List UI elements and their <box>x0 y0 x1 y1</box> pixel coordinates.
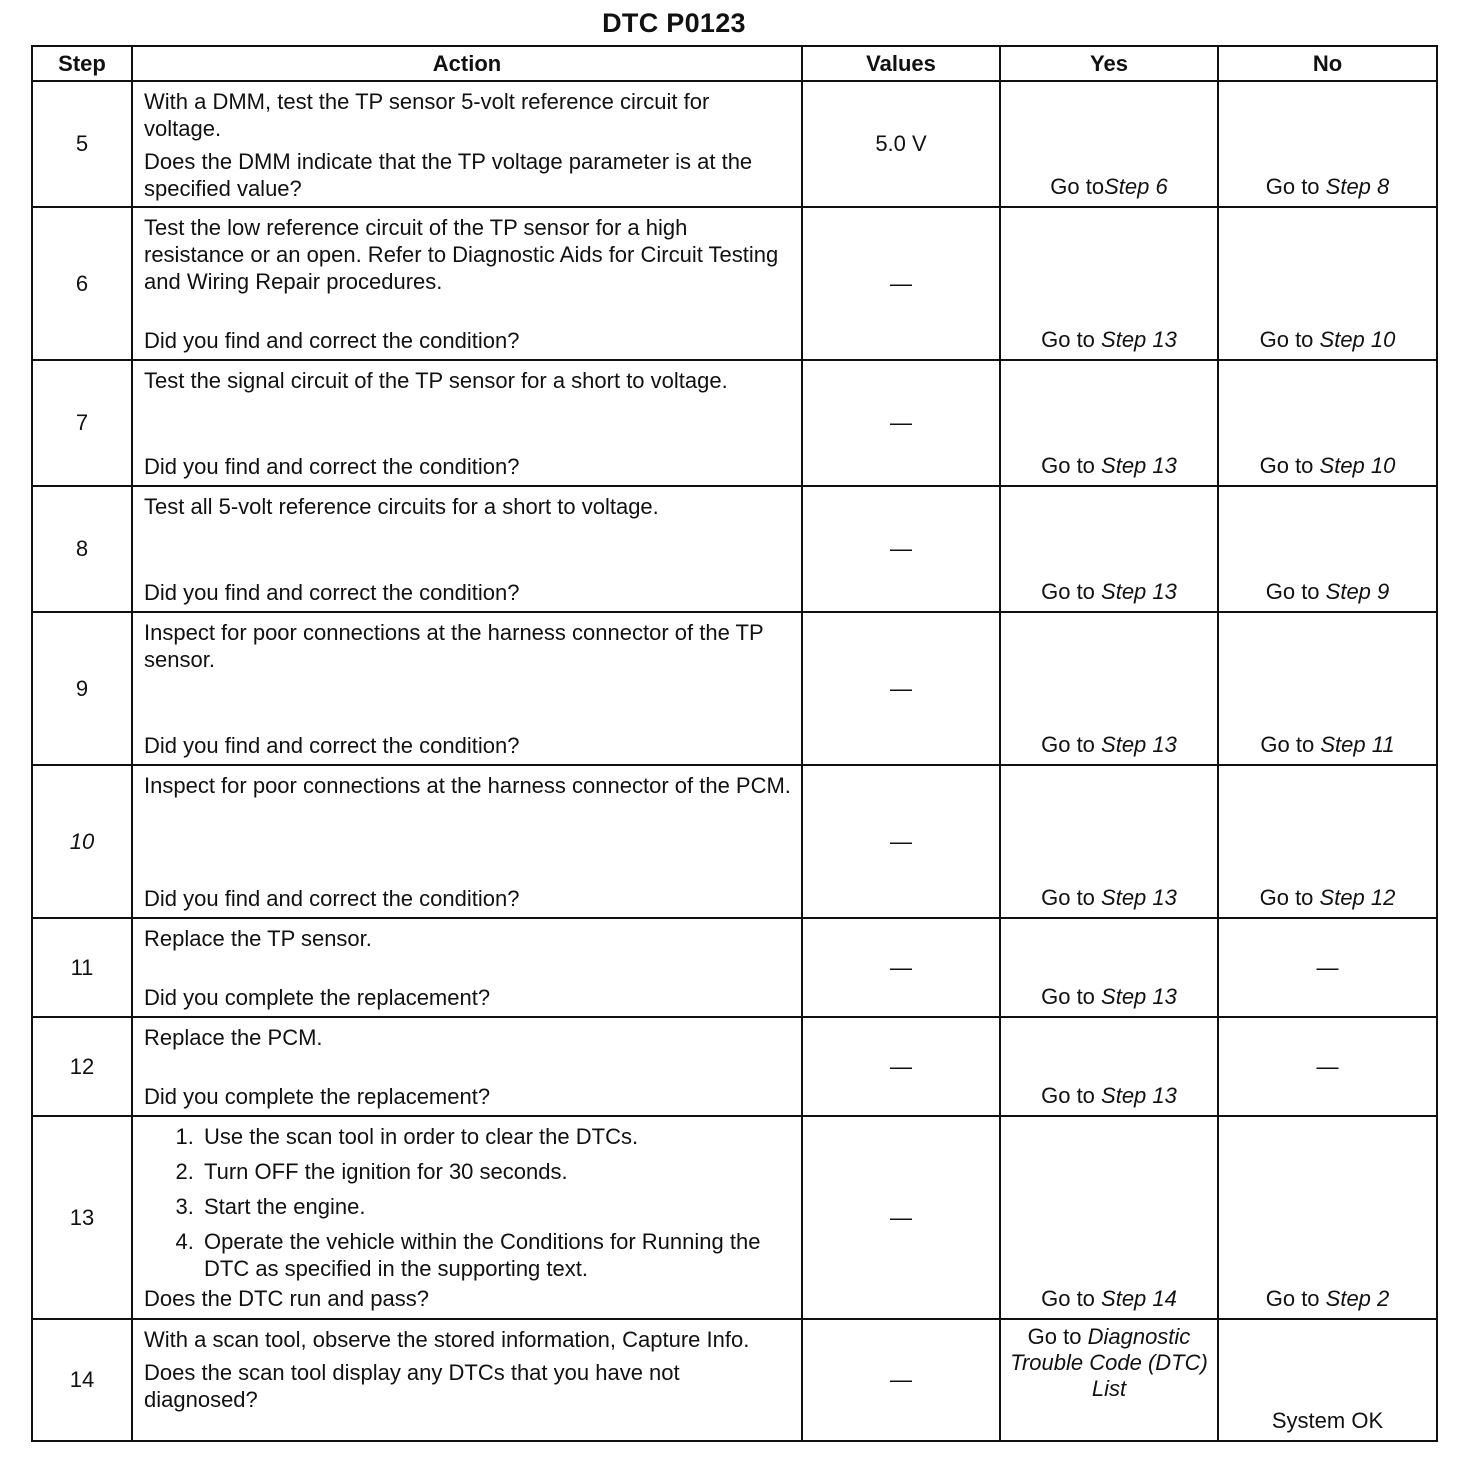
table-row <box>32 81 1437 207</box>
no-prefix: Go to <box>1259 453 1320 478</box>
action-question: Did you complete the replacement? <box>144 1084 491 1109</box>
yes-prefix: Go to <box>1041 453 1102 478</box>
no-prefix: Go to <box>1259 327 1320 352</box>
yes-cell <box>1000 1116 1218 1319</box>
table-row <box>32 1116 1437 1319</box>
header-step: Step <box>32 46 132 81</box>
action-question: Does the DMM indicate that the TP voltage parameter is at the specified value? <box>144 149 753 201</box>
page-title: DTC P0123 <box>602 8 746 38</box>
step-number: 8 <box>32 486 132 612</box>
action-cell <box>132 612 802 765</box>
yes-step-link[interactable]: Step 13 <box>1101 453 1177 478</box>
value-cell: — <box>802 765 1000 918</box>
value-cell: — <box>802 1319 1000 1441</box>
yes-cell <box>1000 765 1218 918</box>
no-step-link[interactable]: Step 10 <box>1319 327 1396 352</box>
action-question: Did you find and correct the condition? <box>144 733 520 758</box>
no-step-link[interactable]: Step 2 <box>1325 1286 1390 1311</box>
value-cell: — <box>802 207 1000 360</box>
yes-cell <box>1000 360 1218 486</box>
step-number: 6 <box>32 207 132 360</box>
table-row <box>32 486 1437 612</box>
no-prefix: Go to <box>1260 732 1321 757</box>
yes-cell <box>1000 81 1218 207</box>
procedure-step: 3. Start the engine. <box>200 1193 791 1220</box>
action-cell <box>132 207 802 360</box>
table-row <box>32 1017 1437 1116</box>
value-cell: — <box>802 612 1000 765</box>
no-prefix: Go to <box>1265 579 1326 604</box>
yes-prefix: Go to <box>1041 1286 1102 1311</box>
action-text: Inspect for poor connections at the harness connector of the TP sensor. <box>144 620 764 672</box>
action-question: Does the scan tool display any DTCs that you have not diagnosed? <box>144 1360 680 1412</box>
action-text: Test the signal circuit of the TP sensor for a short to voltage. <box>144 368 728 393</box>
yes-step-link[interactable]: Step 13 <box>1101 984 1177 1009</box>
action-question: Did you find and correct the condition? <box>144 580 520 605</box>
no-prefix: Go to <box>1259 885 1320 910</box>
no-step-link[interactable]: Step 12 <box>1319 885 1396 910</box>
action-cell <box>132 1319 802 1441</box>
yes-prefix: Go to <box>1041 327 1102 352</box>
yes-step-link[interactable]: Step 6 <box>1104 174 1168 199</box>
yes-step-link[interactable]: Step 13 <box>1101 732 1177 757</box>
no-cell: — <box>1218 918 1437 1017</box>
no-cell <box>1218 1116 1437 1319</box>
yes-step-link[interactable]: Step 14 <box>1101 1286 1177 1311</box>
procedure-step: 2. Turn OFF the ignition for 30 seconds. <box>200 1158 791 1185</box>
yes-cell <box>1000 1319 1218 1441</box>
header-values: Values <box>802 46 1000 81</box>
yes-cell <box>1000 486 1218 612</box>
action-cell <box>132 81 802 207</box>
action-cell <box>132 1116 802 1319</box>
table-row <box>32 765 1437 918</box>
action-cell <box>132 918 802 1017</box>
step-number: 14 <box>32 1319 132 1441</box>
step-number: 5 <box>32 81 132 207</box>
step-number: 9 <box>32 612 132 765</box>
value-cell: 5.0 V <box>802 81 1000 207</box>
yes-prefix: Go to <box>1041 984 1102 1009</box>
step-number: 12 <box>32 1017 132 1116</box>
no-cell <box>1218 81 1437 207</box>
action-question: Did you find and correct the condition? <box>144 328 520 353</box>
procedure-step: 1. Use the scan tool in order to clear the DTCs. <box>200 1123 791 1150</box>
yes-cell <box>1000 1017 1218 1116</box>
procedure-step: 4. Operate the vehicle within the Conditions for Running the DTC as specified in the supporting text. <box>200 1228 791 1282</box>
value-cell: — <box>802 486 1000 612</box>
yes-step-link[interactable]: Step 13 <box>1101 327 1177 352</box>
yes-step-link[interactable]: Step 13 <box>1101 579 1177 604</box>
no-cell <box>1218 360 1437 486</box>
yes-cell <box>1000 918 1218 1017</box>
table-header-row <box>32 46 1437 81</box>
yes-prefix: Go to <box>1050 174 1105 199</box>
diagnostic-table <box>31 45 1438 1442</box>
action-question: Did you find and correct the condition? <box>144 454 520 479</box>
no-cell: System OK <box>1218 1319 1437 1441</box>
yes-cell <box>1000 612 1218 765</box>
no-cell: — <box>1218 1017 1437 1116</box>
action-question: Did you complete the replacement? <box>144 985 491 1010</box>
action-cell <box>132 1017 802 1116</box>
action-text: Replace the TP sensor. <box>144 926 372 951</box>
value-cell: — <box>802 1116 1000 1319</box>
no-prefix: Go to <box>1265 1286 1326 1311</box>
step-number: 13 <box>32 1116 132 1319</box>
no-cell <box>1218 765 1437 918</box>
table-row <box>32 612 1437 765</box>
no-cell <box>1218 207 1437 360</box>
yes-prefix: Go to <box>1041 579 1102 604</box>
action-cell <box>132 765 802 918</box>
table-row <box>32 918 1437 1017</box>
table-row <box>32 360 1437 486</box>
value-cell: — <box>802 360 1000 486</box>
header-yes: Yes <box>1000 46 1218 81</box>
yes-step-link[interactable]: Step 13 <box>1101 1083 1177 1108</box>
action-text: Test the low reference circuit of the TP sensor for a high resistance or an open. Refer to Diagnostic Aids for Circuit Testing and Wiring Repair procedures. <box>144 215 779 294</box>
step-number: 10 <box>32 765 132 918</box>
action-question: Does the DTC run and pass? <box>144 1286 429 1311</box>
action-text: With a scan tool, observe the stored information, Capture Info. <box>144 1327 750 1352</box>
procedure-list <box>144 1123 791 1282</box>
no-step-link[interactable]: Step 10 <box>1319 453 1396 478</box>
no-cell <box>1218 612 1437 765</box>
yes-prefix: Go to <box>1027 1324 1088 1349</box>
action-text: With a DMM, test the TP sensor 5-volt reference circuit for voltage. <box>144 89 710 141</box>
yes-prefix: Go to <box>1041 1083 1102 1108</box>
step-number: 7 <box>32 360 132 486</box>
step-number: 11 <box>32 918 132 1017</box>
action-question: Did you find and correct the condition? <box>144 886 520 911</box>
table-row <box>32 207 1437 360</box>
value-cell: — <box>802 918 1000 1017</box>
table-row <box>32 1319 1437 1441</box>
no-cell <box>1218 486 1437 612</box>
action-cell <box>132 360 802 486</box>
header-no: No <box>1218 46 1437 81</box>
action-text: Replace the PCM. <box>144 1025 323 1050</box>
action-cell <box>132 486 802 612</box>
action-text: Inspect for poor connections at the harness connector of the PCM. <box>144 773 791 798</box>
action-text: Test all 5-volt reference circuits for a short to voltage. <box>144 494 659 519</box>
yes-prefix: Go to <box>1041 885 1102 910</box>
header-action: Action <box>132 46 802 81</box>
value-cell: — <box>802 1017 1000 1116</box>
no-prefix: Go to <box>1265 174 1326 199</box>
yes-dtc-list-link[interactable]: Diagnostic Trouble Code (DTC) List <box>1010 1324 1208 1401</box>
no-step-link[interactable]: Step 11 <box>1320 732 1395 757</box>
no-step-link[interactable]: Step 9 <box>1325 579 1390 604</box>
yes-prefix: Go to <box>1041 732 1102 757</box>
yes-cell <box>1000 207 1218 360</box>
no-step-link[interactable]: Step 8 <box>1325 174 1390 199</box>
yes-step-link[interactable]: Step 13 <box>1101 885 1177 910</box>
